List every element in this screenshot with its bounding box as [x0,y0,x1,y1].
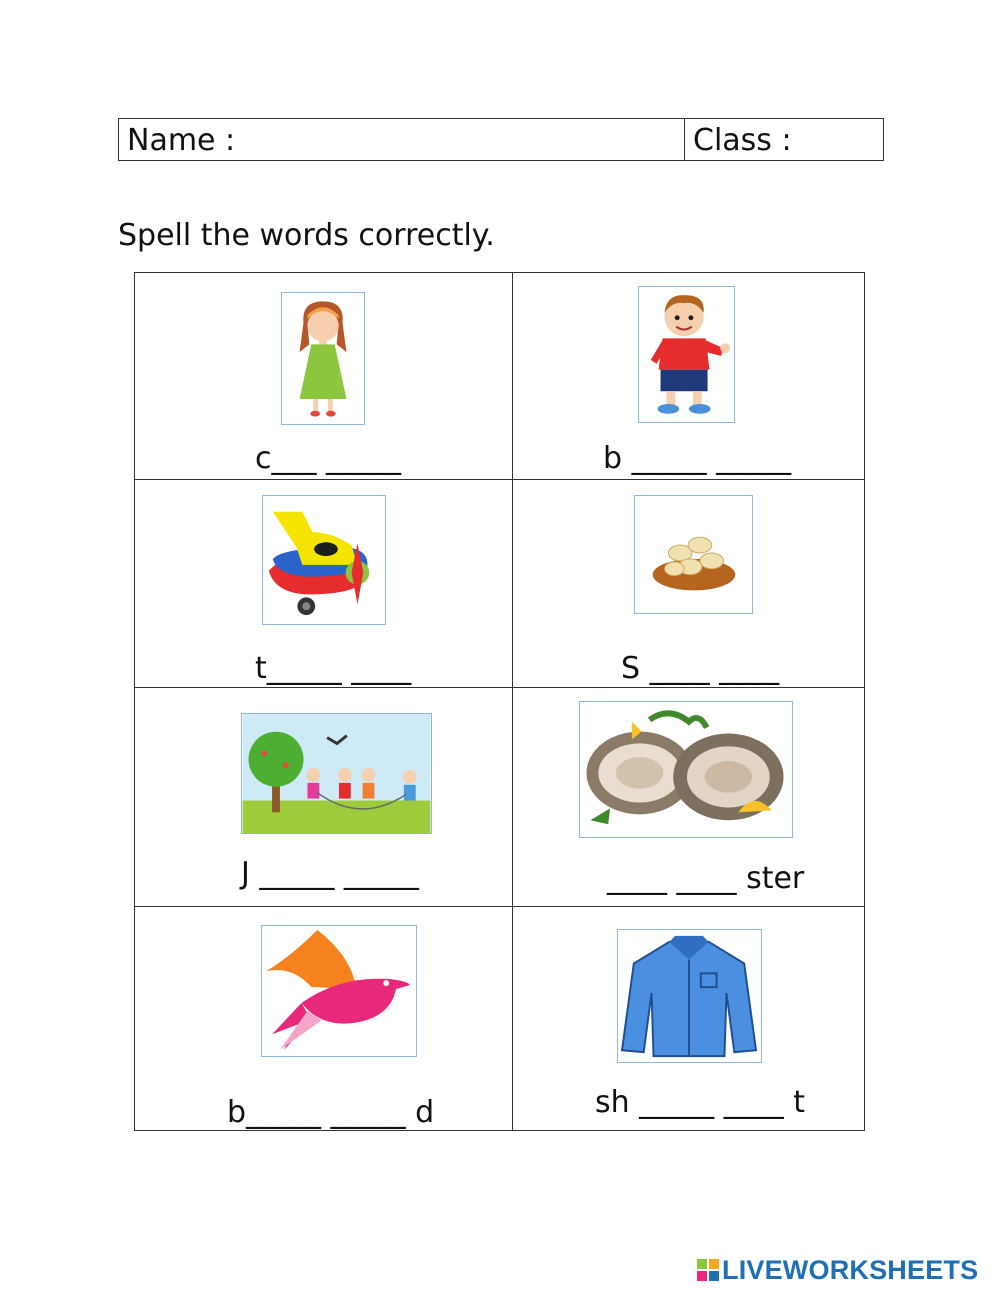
instruction-text: Spell the words correctly. [118,218,495,253]
spelling-word[interactable]: t_____ ____ [255,651,412,686]
spelling-word[interactable]: b _____ _____ [603,441,792,476]
class-field[interactable] [685,119,885,160]
name-class-header [118,118,884,161]
grid-divider [512,273,513,1130]
brand-name: LIVEWORKSHEETS [722,1254,979,1285]
boy-picture [638,286,735,423]
bird-picture [261,925,417,1057]
grid-divider [135,687,864,688]
name-label: Name : [127,123,236,158]
class-label: Class : [693,123,792,158]
name-field[interactable] [119,119,685,160]
spelling-word[interactable]: J _____ _____ [241,856,419,891]
spelling-word[interactable]: c___ _____ [255,441,402,476]
spelling-word[interactable]: b_____ _____ d [227,1095,435,1130]
oysters-picture [579,701,793,838]
spelling-word[interactable]: ____ ____ ster [607,861,805,896]
grid-divider [135,479,864,480]
spelling-word[interactable]: S ____ ____ [621,651,780,686]
girl-picture [281,292,365,425]
spelling-word[interactable]: sh _____ ____ t [595,1085,806,1120]
spelling-grid [134,272,865,1131]
toy-plane-picture [262,495,386,625]
grid-divider [135,906,864,907]
logo-blocks-icon [697,1259,719,1281]
children-playing-picture [241,713,432,834]
shirt-picture [617,929,762,1063]
nuts-picture [634,495,753,614]
liveworksheets-logo [697,1255,978,1285]
